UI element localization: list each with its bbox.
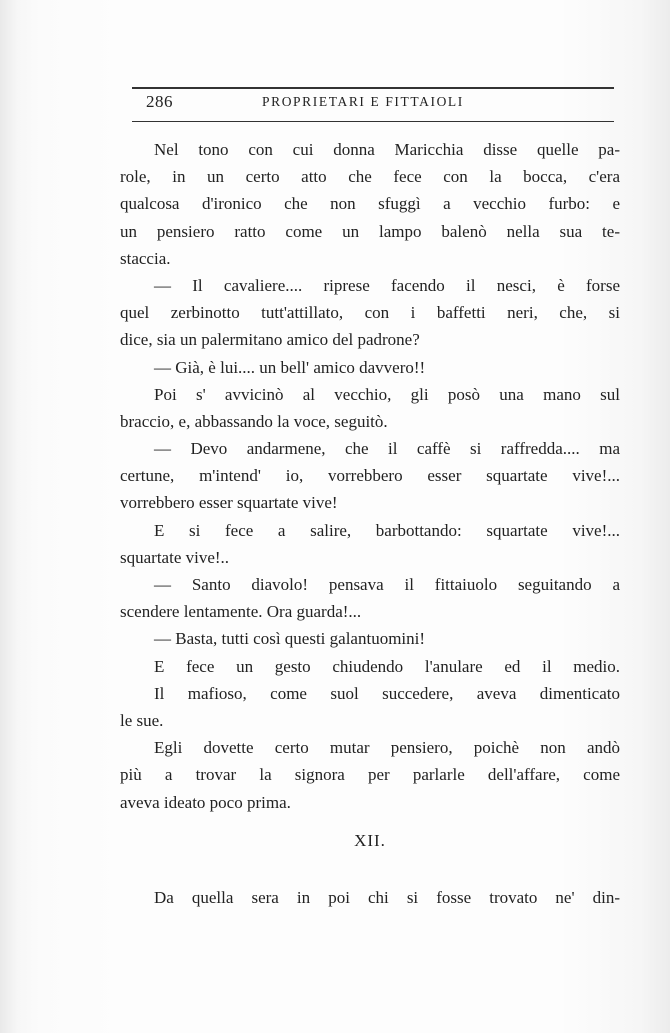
text-line: — Devo andarmene, che il caffè si raffredda.... ma xyxy=(154,439,620,459)
text-line: Poi s' avvicinò al vecchio, gli posò una mano sul xyxy=(154,384,620,404)
text-line: — Il cavaliere.... riprese facendo il nesci, è forse xyxy=(154,275,620,295)
section-heading: XII. xyxy=(354,831,386,850)
text-line: staccia. xyxy=(120,248,171,268)
running-title: PROPRIETARI E FITTAIOLI xyxy=(262,94,464,109)
text-line: scendere lentamente. Ora guarda!... xyxy=(120,602,362,622)
text-line: E fece un gesto chiudendo l'anulare ed il medio. xyxy=(154,656,620,676)
text-line: Egli dovette certo mutar pensiero, poichè non andò xyxy=(154,738,620,758)
text-line: squartate vive!.. xyxy=(120,547,230,567)
text-line: le sue. xyxy=(120,710,164,730)
header-rule-top xyxy=(132,87,614,89)
text-line: Il mafioso, come suol succedere, aveva dimenticato xyxy=(154,683,620,703)
text-line: qualcosa d'ironico che non sfuggì a vecchio furbo: e xyxy=(120,194,620,214)
text-line: aveva ideato poco prima. xyxy=(120,792,291,812)
header-rule-bottom xyxy=(132,121,614,122)
text-line: E si fece a salire, barbottando: squartate vive!... xyxy=(154,520,620,540)
text-line: — Già, è lui.... un bell' amico davvero!! xyxy=(154,357,426,377)
text-line: quel zerbinotto tutt'attillato, con i baffetti neri, che, si xyxy=(120,303,620,323)
body-text xyxy=(120,136,620,816)
text-line: Da quella sera in poi chi si fosse trovato ne' din- xyxy=(154,888,620,907)
page-number: 286 xyxy=(146,92,173,111)
text-line: braccio, e, abbassando la voce, seguitò. xyxy=(120,411,388,431)
section-text xyxy=(120,884,620,911)
text-line: Nel tono con cui donna Maricchia disse quelle pa- xyxy=(154,140,620,159)
text-line: più a trovar la signora per parlarle dell'affare, come xyxy=(120,765,620,785)
text-line: — Basta, tutti così questi galantuomini! xyxy=(154,629,426,649)
text-line: vorrebbero esser squartate vive! xyxy=(120,493,338,513)
text-line: role, in un certo atto che fece con la bocca, c'era xyxy=(120,167,620,187)
text-line: un pensiero ratto come un lampo balenò nella sua te- xyxy=(120,221,620,241)
running-header xyxy=(132,92,614,114)
text-line: — Santo diavolo! pensava il fittaiuolo seguitando a xyxy=(154,575,620,594)
text-line: certune, m'intend' io, vorrebbero esser squartate vive!... xyxy=(120,466,620,486)
text-line: dice, sia un palermitano amico del padrone? xyxy=(120,330,420,350)
